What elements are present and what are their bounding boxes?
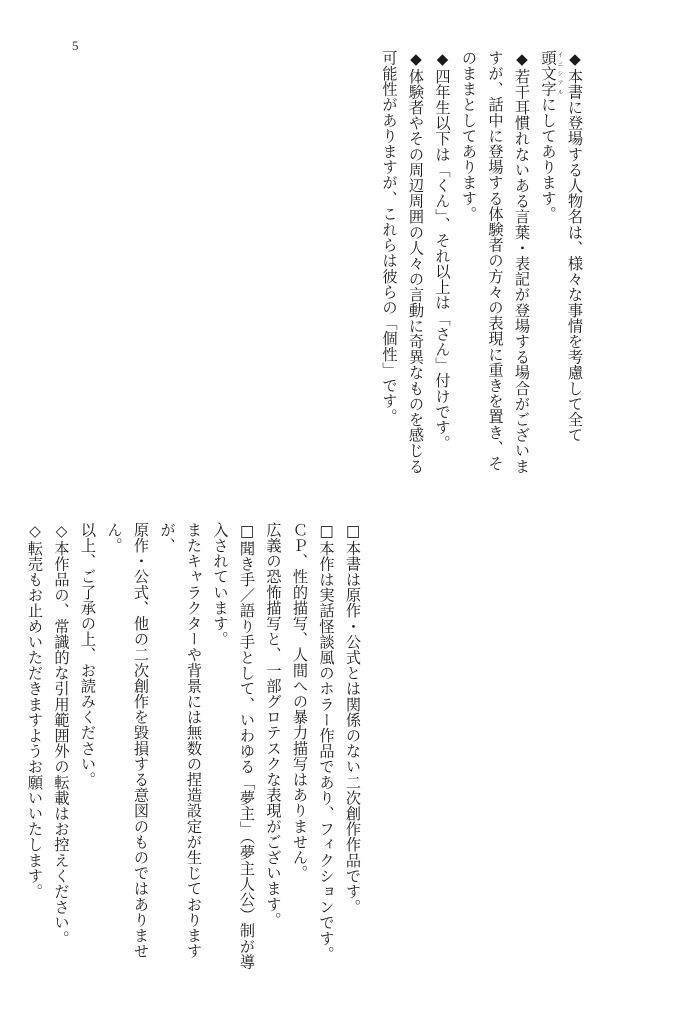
ruby-base: 頭文字 xyxy=(539,50,558,97)
note-consent: 以上、ご了承の上、お読みください。 xyxy=(79,522,97,788)
note-fiction: □本作は実話怪談風のホラー作品であり、フィクションです。 xyxy=(317,522,336,962)
note-horror: 広義の恐怖描写と、一部グロテスクな表現がございます。 xyxy=(264,522,283,928)
note-dream: □聞き手／語り手として、いわゆる「夢主」（夢主人公）制が導入されています。 xyxy=(211,522,256,970)
ruby-reading: イニシアル xyxy=(556,50,563,97)
note-names xyxy=(535,50,588,480)
note-words: ◆若干耳慣れないある言葉・表記が登場する場合がございますが、話中に登場する体験者の方々の表現に重きを置き、そのままとしてあります。 xyxy=(460,50,531,474)
notes-bottom-section xyxy=(22,522,367,982)
note-experience: ◆体験者やその周辺周囲の人々の言動に奇異なものを感じる可能性がありますが、これらは彼らの「個性」です。 xyxy=(380,50,425,474)
note-derivative: □本書は原作・公式とは関係のない二次創作作品です。 xyxy=(344,522,362,915)
notes-top-section xyxy=(376,50,588,480)
note-honorifics: ◆四年生以下は「くん」、それ以上は「さん」付けです。 xyxy=(433,50,452,451)
note-names-prefix: ◆本書に登場する人物名は、様々な事情を考慮して全て xyxy=(566,50,584,443)
page-number: 5 xyxy=(72,38,79,53)
initial-ruby xyxy=(539,50,563,97)
note-quote: ◇本作品の、常識的な引用範囲外の転載はお控えください。 xyxy=(52,522,71,946)
note-violence: ＣＰ、性的描写、人間への暴力描写はありません。 xyxy=(291,522,309,881)
note-fabrication: またキャラクターや背景には無数の捏造設定が生じておりますが、 xyxy=(158,522,203,959)
note-intent: 原作・公式、他の二次創作を毀損する意図のものではありません。 xyxy=(105,522,150,959)
note-names-suffix: にしてあります。 xyxy=(539,96,558,222)
note-resale: ◇転売もお止めいただきますようお願いいたします。 xyxy=(26,522,44,900)
